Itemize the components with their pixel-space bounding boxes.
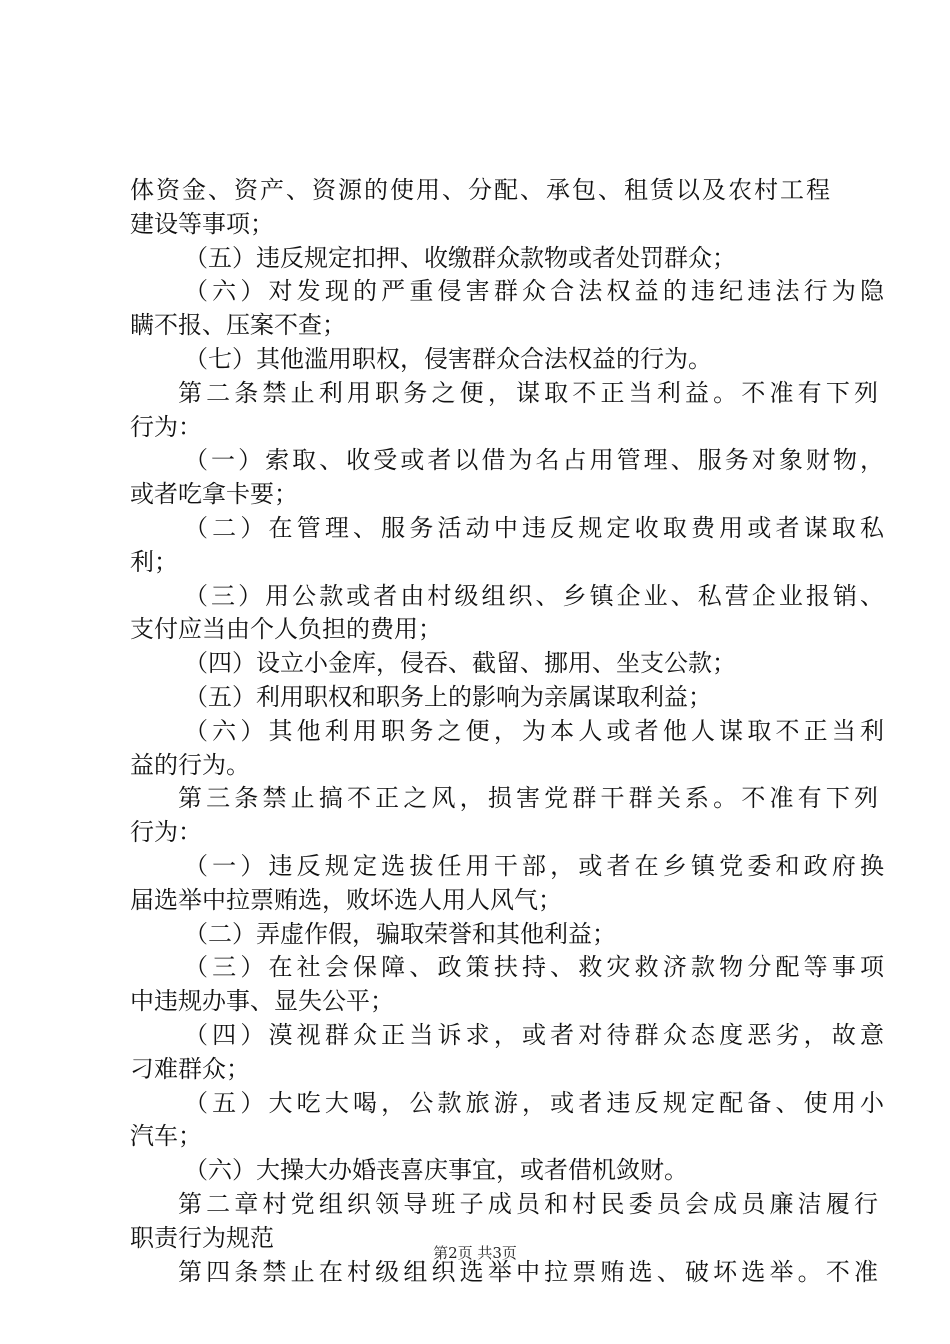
text-line: 益的行为。 [130, 750, 250, 779]
text-line: 支付应当由个人负担的费用； [130, 615, 442, 644]
text-line: 汽车； [130, 1122, 202, 1151]
text-line: 行为： [130, 412, 202, 441]
text-line: （三）在社会保障、政策扶持、救灾救济款物分配等事项 [184, 953, 884, 982]
text-line: 或者吃拿卡要； [130, 480, 298, 509]
text-line: 第二章村党组织领导班子成员和村民委员会成员廉洁履行 [178, 1189, 878, 1218]
text-line: （五）利用职权和职务上的影响为亲属谋取利益； [184, 682, 712, 711]
text-line: （七）其他滥用职权，侵害群众合法权益的行为。 [184, 344, 712, 373]
text-line: （六）大操大办婚丧喜庆事宜，或者借机敛财。 [184, 1156, 688, 1185]
text-line: 中违规办事、显失公平； [130, 987, 394, 1016]
text-line: （一）索取、收受或者以借为名占用管理、服务对象财物， [184, 446, 884, 475]
text-line: 职责行为规范 [130, 1223, 274, 1252]
text-line: （二）弄虚作假，骗取荣誉和其他利益； [184, 919, 616, 948]
text-line: （五）违反规定扣押、收缴群众款物或者处罚群众； [184, 243, 736, 272]
text-line: 建设等事项； [130, 209, 274, 238]
text-line: （六）对发现的严重侵害群众合法权益的违纪违法行为隐 [184, 277, 884, 306]
text-line: （四）漠视群众正当诉求，或者对待群众态度恶劣，故意 [184, 1020, 884, 1049]
text-line: 第二条禁止利用职务之便，谋取不正当利益。不准有下列 [178, 378, 878, 407]
text-line: 刁难群众； [130, 1054, 250, 1083]
text-line: （五）大吃大喝，公款旅游，或者违反规定配备、使用小 [184, 1088, 884, 1117]
text-line: （二）在管理、服务活动中违反规定收取费用或者谋取私 [184, 513, 884, 542]
text-line: （四）设立小金库，侵吞、截留、挪用、坐支公款； [184, 649, 736, 678]
text-line: 利； [130, 547, 178, 576]
text-line: 瞒不报、压案不查； [130, 311, 346, 340]
document-body [130, 174, 884, 1289]
text-line: 第三条禁止搞不正之风，损害党群干群关系。不准有下列 [178, 784, 878, 813]
text-line: （六）其他利用职务之便，为本人或者他人谋取不正当利 [184, 716, 884, 745]
text-line: 行为： [130, 818, 202, 847]
text-line: 体资金、资产、资源的使用、分配、承包、租赁以及农村工程 [130, 176, 830, 204]
text-line: 第四条禁止在村级组织选举中拉票贿选、破坏选举。不准 [178, 1257, 878, 1286]
text-line: 届选举中拉票贿选，败坏选人用人风气； [130, 885, 562, 914]
page-number-footer: 第2页 共3页 [433, 1244, 517, 1262]
text-line: （三）用公款或者由村级组织、乡镇企业、私营企业报销、 [184, 581, 884, 610]
text-line: （一）违反规定选拔任用干部，或者在乡镇党委和政府换 [184, 851, 884, 880]
